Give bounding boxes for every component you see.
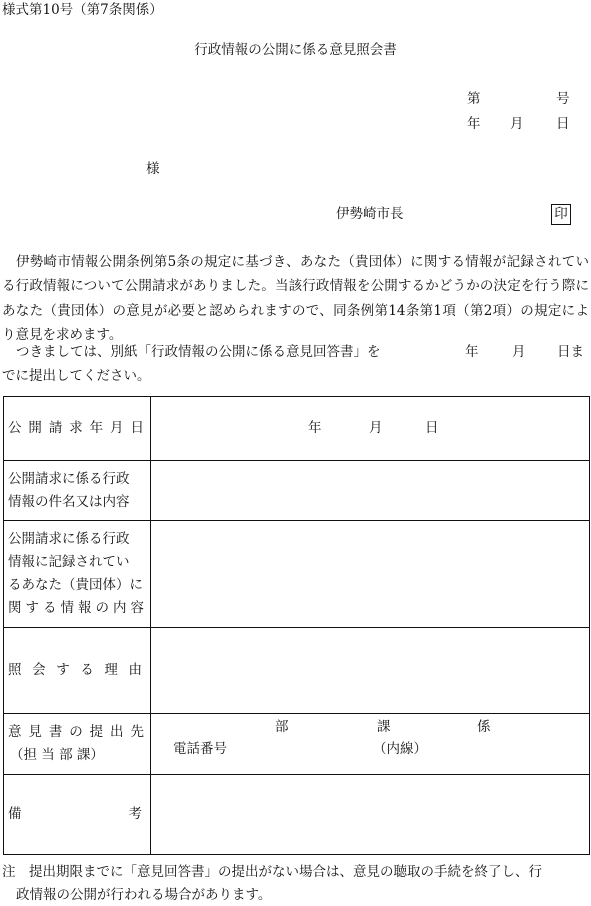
inquiry-form-table	[3, 396, 590, 855]
request-date-field[interactable]	[151, 397, 590, 461]
inquiry-reason-field[interactable]	[151, 628, 590, 714]
footnote-line-2: 政情報の公開が行われる場合があります。	[16, 887, 272, 903]
inquiry-reason-label: 照 会 す る 理 由	[4, 628, 151, 714]
body-paragraph-2-line-2: でに提出してください。	[2, 368, 151, 384]
addressee-honorific: 様	[146, 161, 160, 177]
body-paragraph-1: 伊勢崎市情報公開条例第5条の規定に基づき、あなた（貴団体）に関する情報が記録されている行政情報について公開請求がありました。当該行政情報を公開するかどうかの決定を行う際にあなた（貴団体）の意見が必要と認められますので、同条例第14条第1項（第2項）の規定により意見を求めます。	[2, 254, 589, 343]
request-date-label: 公 開 請 求 年 月 日	[4, 397, 151, 461]
request-month: 月	[369, 419, 383, 436]
remarks-field[interactable]	[151, 775, 590, 855]
seal-stamp: 印	[551, 204, 571, 225]
table-row	[4, 397, 590, 461]
table-row	[4, 461, 590, 521]
sender-name: 伊勢崎市長	[336, 206, 404, 222]
phone-label: 電話番号	[173, 741, 227, 757]
request-day: 日	[425, 419, 439, 436]
deadline-year: 年	[465, 344, 479, 360]
remarks-label: 備 考	[4, 775, 151, 855]
table-row	[4, 714, 590, 775]
recorded-info-label: 公開請求に係る行政 情報に記録されてい るあなた（貴団体）に 関 す る 情 報 の 内 容	[4, 521, 151, 628]
table-row	[4, 521, 590, 628]
doc-date-day: 日	[556, 116, 570, 132]
doc-number-suffix: 号	[556, 91, 570, 107]
footnote-line-1: 注 提出期限までに「意見回答書」の提出がない場合は、意見の聴取の手続を終了し、行	[2, 864, 542, 880]
form-number: 様式第10号（第7条関係）	[2, 2, 163, 18]
submission-destination-label: 意 見 書 の 提 出 先 （担 当 部 課）	[4, 714, 151, 775]
dept-label: 部	[275, 719, 289, 735]
unit-label: 係	[477, 719, 491, 735]
request-year: 年	[308, 419, 322, 436]
table-row	[4, 628, 590, 714]
doc-date-year: 年	[467, 116, 481, 132]
document-title: 行政情報の公開に係る意見照会書	[194, 42, 397, 58]
submission-destination-field[interactable]	[151, 714, 590, 775]
section-label: 課	[377, 719, 391, 735]
deadline-month: 月	[512, 344, 526, 360]
table-row	[4, 775, 590, 855]
extension-label: （内線）	[373, 741, 427, 757]
document-subject-label: 公開請求に係る行政 情報の件名又は内容	[4, 461, 151, 521]
deadline-day: 日ま	[557, 344, 584, 360]
body-paragraph-2-line-1: つきましては、別紙「行政情報の公開に係る意見回答書」を	[16, 344, 381, 360]
document-subject-field[interactable]	[151, 461, 590, 521]
doc-number-prefix: 第	[467, 91, 481, 107]
doc-date-month: 月	[510, 116, 524, 132]
recorded-info-field[interactable]	[151, 521, 590, 628]
